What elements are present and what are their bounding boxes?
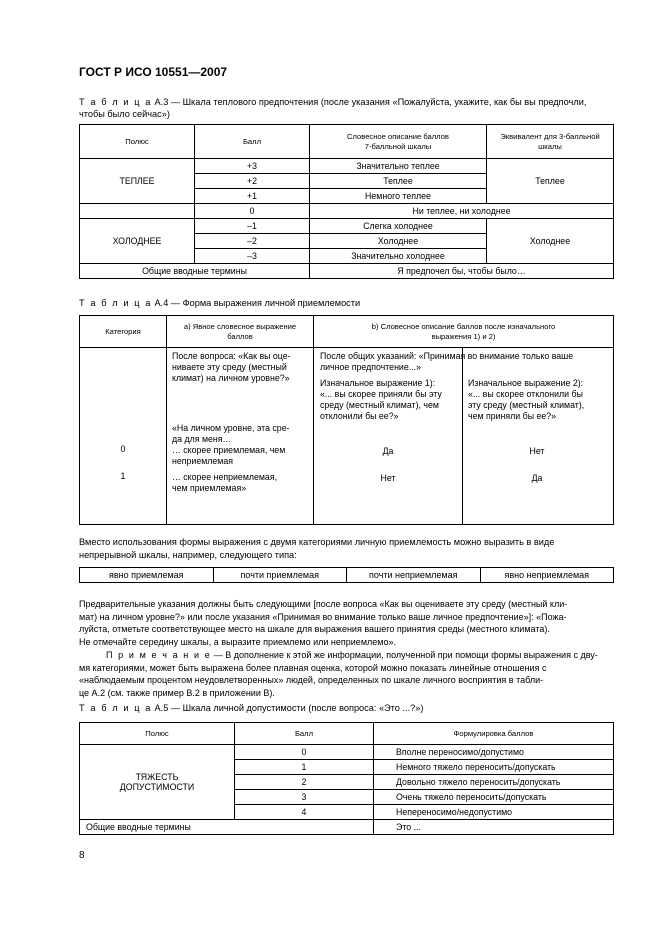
question-line: климат) на личном уровне?» (172, 373, 290, 383)
col-header-formulation: Формулировка баллов (374, 723, 614, 745)
statement-line: да для меня… (172, 434, 232, 444)
expression-1-line: отклонили бы ее?» (320, 411, 399, 421)
page-number: 8 (79, 850, 85, 861)
expression-1-line: среду (местный климат), чем (320, 400, 439, 410)
empty-cell (80, 204, 195, 219)
intro-line: личное предпочтение...» (320, 362, 421, 372)
option-line: неприемлемая (172, 456, 233, 466)
caption-label: Т а б л и ц а (79, 298, 152, 308)
description-cell: Теплее (310, 174, 487, 189)
explicit-cell (167, 348, 314, 525)
general-terms-label: Общие вводные термины (80, 264, 310, 279)
scale-item: явно приемлемая (80, 568, 214, 583)
intro-line: После общих указаний: «Принимая во внимание только ваше (320, 351, 574, 361)
col-header-score: Балл (235, 723, 374, 745)
score-cell: 3 (235, 790, 374, 805)
general-terms-value: Это ... (374, 820, 614, 835)
score-cell: 1 (235, 760, 374, 775)
option-line: … скорее приемлемая, чем (172, 445, 286, 455)
verbal-cell (314, 348, 614, 525)
continuous-scale (79, 567, 614, 583)
formulation-cell: Очень тяжело переносить/допускать (374, 790, 614, 805)
table-a3-caption (79, 96, 619, 120)
expression-1-line: Изначальное выражение 1): (320, 378, 436, 388)
table-a5 (79, 722, 614, 835)
note (79, 649, 624, 699)
expression-2-line: «... вы скорее отклонили бы (468, 389, 583, 399)
table-a5-caption (79, 702, 423, 714)
formulation-cell: Непереносимо/недопустимо (374, 805, 614, 820)
score-cell: 0 (235, 745, 374, 760)
table-a4-caption (79, 297, 360, 309)
table-a4 (79, 315, 614, 525)
category-cell (80, 348, 167, 525)
description-cell: Значительно холоднее (310, 249, 487, 264)
formulation-cell: Немного тяжело переносить/допускать (374, 760, 614, 775)
pole-warmer: ТЕПЛЕЕ (80, 159, 195, 204)
pole-cooler: ХОЛОДНЕЕ (80, 219, 195, 264)
score-cell: +1 (195, 189, 310, 204)
answer-row1-expr1: Нет (380, 473, 396, 483)
page-header: ГОСТ Р ИСО 10551—2007 (79, 65, 228, 79)
description-cell: Холоднее (310, 234, 487, 249)
question-line: После вопроса: «Как вы оце- (172, 351, 291, 361)
col-header-score: Балл (195, 125, 310, 159)
scale-item: почти приемлемая (213, 568, 347, 583)
score-cell: –1 (195, 219, 310, 234)
question-line: ниваете эту среду (местный (172, 362, 287, 372)
answer-row0-expr2: Нет (529, 446, 545, 456)
text-line: Вместо использования формы выражения с двумя категориями личную приемлемость можно выразить в виде (79, 537, 555, 547)
text-line: Не отмечайте середину шкалы, а выразите приемлемо или неприемлемо». (79, 636, 396, 647)
score-cell: +3 (195, 159, 310, 174)
text-line: мат) на личном уровне?» или после указания «Принимая во внимание только ваше личное предпочтение»]: «Пожа- (79, 611, 567, 622)
description-cell: Слегка холоднее (310, 219, 487, 234)
equivalent-warmer: Теплее (487, 159, 614, 204)
col-header-description: Словесное описание баллов 7-балльной шкалы (310, 125, 487, 159)
statement-line: «На личном уровне, эта сре- (172, 423, 290, 433)
score-cell: 0 (195, 204, 310, 219)
pole-tolerance: ТЯЖЕСТЬ ДОПУСТИМОСТИ (80, 745, 235, 820)
general-terms-value: Я предпочел бы, чтобы было… (310, 264, 614, 279)
col-header-pole: Полюс (80, 723, 235, 745)
col-header-equivalent: Эквивалент для 3-балльной шкалы (487, 125, 614, 159)
equivalent-cooler: Холоднее (487, 219, 614, 264)
category-0: 0 (120, 444, 126, 454)
option-line: … скорее неприемлемая, (172, 472, 278, 482)
description-cell: Значительно теплее (310, 159, 487, 174)
paragraph-scale-intro (79, 536, 614, 561)
col-header-category: Категория (80, 316, 167, 348)
expression-2-line: эту среду (местный климат), (468, 400, 585, 410)
score-cell: –2 (195, 234, 310, 249)
formulation-cell: Вполне переносимо/допустимо (374, 745, 614, 760)
caption-text-2: чтобы было сейчас») (79, 109, 170, 119)
caption-label: Т а б л и ц а (79, 703, 152, 713)
option-line: чем приемлемая» (172, 483, 247, 493)
score-cell: +2 (195, 174, 310, 189)
col-header-pole: Полюс (80, 125, 195, 159)
col-header-verbal: b) Словесное описание баллов после изначального выражения 1) и 2) (314, 316, 614, 348)
text-line: непрерывной шкалы, например, следующего типа: (79, 549, 297, 560)
caption-text: А.5 — Шкала личной допустимости (после вопроса: «Это ...?») (154, 703, 424, 713)
text-line: Предварительные указания должны быть следующими [после вопроса «Как вы оцениваете эту среду (местный кли- (79, 599, 568, 609)
answer-row0-expr1: Да (382, 446, 394, 456)
table-a3 (79, 124, 614, 279)
text-line: це А.2 (см. также пример В.2 в приложении В). (79, 687, 275, 698)
description-cell: Ни теплее, ни холоднее (310, 204, 614, 219)
text-line: луйста, отметьте соответствующее место на шкале для выражения вашего принятия среды (местного климата). (79, 624, 550, 635)
paragraph-instructions (79, 598, 624, 648)
expression-2-line: Изначальное выражение 2): (468, 378, 584, 388)
text-line: «наблюдаемым процентом неудовлетворенных» людей, определенных по шкале личного восприятия в табли- (79, 675, 544, 686)
formulation-cell: Довольно тяжело переносить/допускать (374, 775, 614, 790)
caption-label: Т а б л и ц а (79, 97, 152, 107)
column-divider (462, 348, 463, 524)
scale-item: явно неприемлемая (480, 568, 614, 583)
score-cell: 4 (235, 805, 374, 820)
answer-row1-expr2: Да (531, 473, 543, 483)
score-cell: –3 (195, 249, 310, 264)
expression-1-line: «... вы скорее приняли бы эту (320, 389, 442, 399)
expression-2-line: чем приняли бы ее?» (468, 411, 557, 421)
score-cell: 2 (235, 775, 374, 790)
text-line: — В дополнение к этой же информации, полученной при помощи формы выражения с дву- (211, 650, 598, 660)
description-cell: Немного теплее (310, 189, 487, 204)
general-terms-label: Общие вводные термины (80, 820, 374, 835)
text-line: мя категориями, может быть выражена более плавная оценка, которой можно показать линейные отношения с (79, 662, 547, 673)
col-header-explicit: а) Явное словесное выражение баллов (167, 316, 314, 348)
caption-text: А.4 — Форма выражения личной приемлемости (154, 298, 361, 308)
scale-item: почти неприемлемая (347, 568, 481, 583)
caption-text: А.3 — Шкала теплового предпочтения (после указания «Пожалуйста, укажите, как бы вы предпочли, (154, 97, 587, 107)
note-label: П р и м е ч а н и е (106, 650, 212, 660)
category-1: 1 (120, 471, 126, 481)
